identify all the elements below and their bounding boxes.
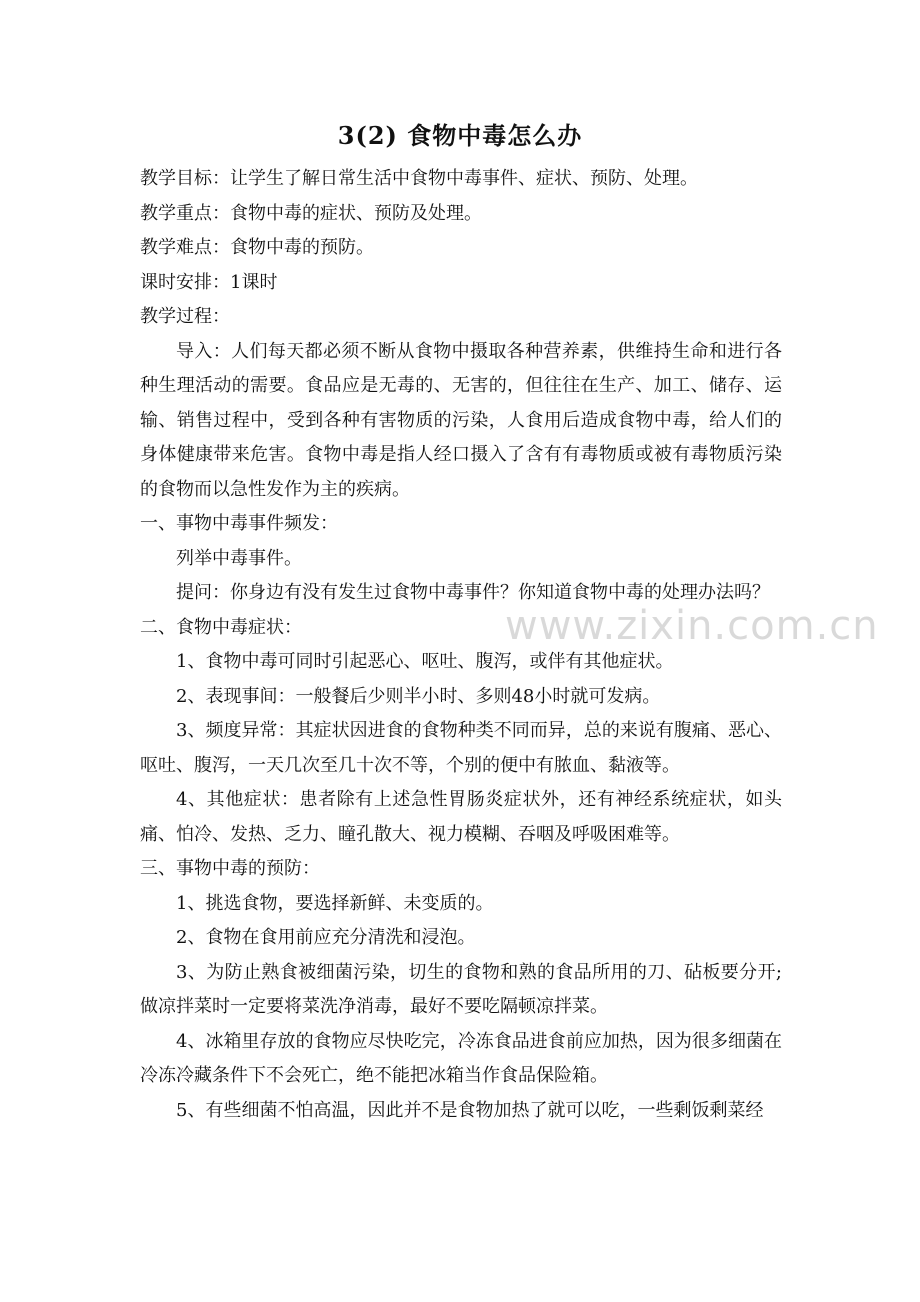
watermark: www.zixin.com.cn bbox=[505, 603, 879, 649]
section1-heading: 一、事物中毒事件频发： bbox=[140, 513, 338, 534]
process-heading: 教学过程： bbox=[140, 306, 230, 327]
section3-item: 5、有些细菌不怕高温，因此并不是食物加热了就可以吃，一些剩饭剩菜经 bbox=[176, 1099, 764, 1121]
section1-item: 提问：你身边有没有发生过食物中毒事件？你知道食物中毒的处理办法吗？ bbox=[176, 582, 770, 603]
class-schedule: 课时安排：1课时 bbox=[140, 271, 278, 293]
section2-item: 1、食物中毒可同时引起恶心、呕吐、腹泻，或伴有其他症状。 bbox=[176, 651, 674, 672]
section3-item: 2、食物在食用前应充分清洗和浸泡。 bbox=[176, 927, 476, 948]
section2-item: 2、表现事间：一般餐后少则半小时、多则48小时就可发病。 bbox=[176, 685, 661, 707]
section1-item: 列举中毒事件。 bbox=[176, 547, 302, 569]
section3-item: 4、冰箱里存放的食物应尽快吃完，冷冻食品进食前应加热，因为很多细菌在冷冻冷藏条件下不会死亡，绝不能把冰箱当作食品保险箱。 bbox=[140, 1030, 782, 1086]
teaching-key-points: 教学重点：食物中毒的症状、预防及处理。 bbox=[140, 202, 482, 224]
section3-heading: 三、事物中毒的预防： bbox=[140, 858, 320, 879]
section2-item: 3、频度异常：其症状因进食的食物种类不同而异，总的来说有腹痛、恶心、呕吐、腹泻，一天几次至几十次不等，个别的便中有脓血、黏液等。 bbox=[140, 720, 782, 776]
section3-item: 3、为防止熟食被细菌污染，切生的食物和熟的食品所用的刀、砧板要分开;做凉拌菜时一定要将菜洗净消毒，最好不要吃隔顿凉拌菜。 bbox=[140, 961, 782, 1017]
teaching-objective: 教学目标：让学生了解日常生活中食物中毒事件、症状、预防、处理。 bbox=[140, 168, 698, 189]
page-title: 3(2) 食物中毒怎么办 bbox=[337, 121, 583, 150]
section3-item: 1、挑选食物，要选择新鲜、未变质的。 bbox=[176, 892, 494, 914]
intro-paragraph: 导入：人们每天都必须不断从食物中摄取各种营养素，供维持生命和进行各种生理活动的需要。食品应是无毒的、无害的，但往往在生产、加工、储存、运输、销售过程中，受到各种有害物质的污染，人食用后造成食物中毒，给人们的身体健康带来危害。食物中毒是指人经口摄入了含有有毒物质或被有毒物质污染的食物而以急性发作为主的疾病。 bbox=[140, 340, 782, 500]
document-body bbox=[140, 162, 782, 1128]
teaching-difficulty: 教学难点：食物中毒的预防。 bbox=[140, 237, 374, 258]
section2-item: 4、其他症状：患者除有上述急性胃肠炎症状外，还有神经系统症状，如头痛、怕冷、发热、乏力、瞳孔散大、视力模糊、吞咽及呼吸困难等。 bbox=[140, 789, 782, 845]
section2-heading: 二、食物中毒症状： bbox=[140, 616, 302, 638]
